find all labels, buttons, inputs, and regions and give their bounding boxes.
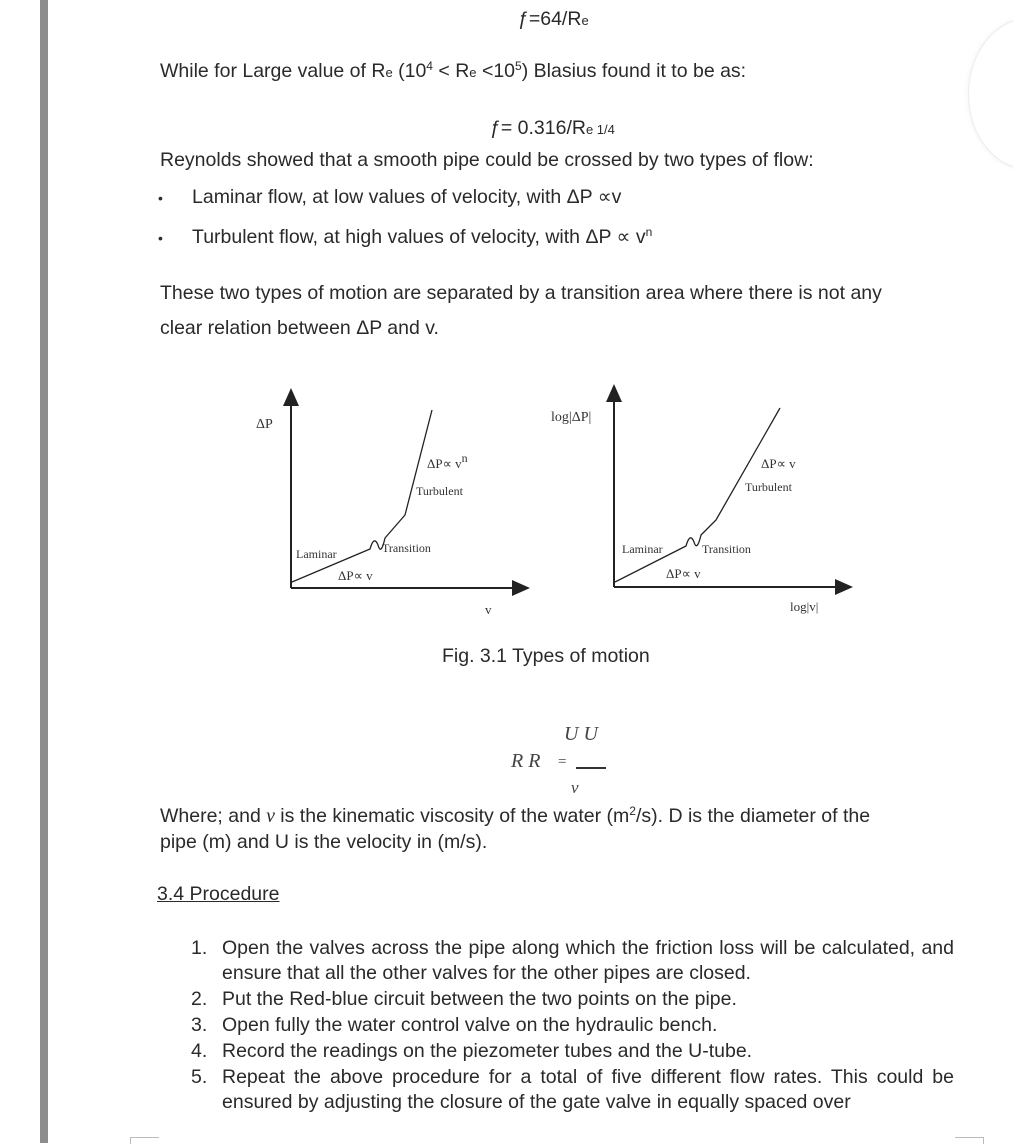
procedure-step [188, 1013, 954, 1038]
step-text: Open fully the water control valve on the hydraulic bench. [222, 1014, 718, 1036]
linear-scale-plot [256, 396, 522, 617]
blasius-line [160, 59, 746, 85]
step-number: 3. [191, 1014, 208, 1036]
formula-blasius-text: ƒ= 0.316/R [490, 117, 586, 139]
procedure-step [188, 987, 954, 1012]
step-text: Put the Red-blue circuit between the two points on the pipe. [222, 988, 737, 1010]
where-mid: is the kinematic viscosity of the water (m [274, 805, 630, 827]
formula-laminar-sub: e [581, 13, 589, 28]
procedure-step [188, 936, 954, 986]
right-transition-label: Transition [702, 542, 751, 556]
bullet-marker: • [158, 230, 163, 246]
blasius-lt2: <10 [476, 60, 516, 82]
bullet-turbulent-sup: n [645, 225, 653, 239]
bullet-marker: • [158, 190, 163, 206]
reynolds-intro: Reynolds showed that a smooth pipe could be crossed by two types of flow: [160, 149, 814, 171]
figure-caption: Fig. 3.1 Types of motion [442, 645, 650, 667]
where-sup: 2 [629, 804, 636, 818]
step-number: 2. [191, 988, 208, 1010]
right-x-label: log|v| [790, 599, 819, 614]
blasius-re-sub: e [385, 65, 393, 80]
left-laminar-relation: ΔP∝ v [338, 568, 373, 583]
procedure-heading: 3.4 Procedure [157, 883, 280, 905]
blasius-prefix: While for Large value of R [160, 60, 386, 82]
right-turbulent-label: Turbulent [745, 480, 792, 494]
step-number: 4. [191, 1040, 208, 1062]
blasius-suffix: ) Blasius found it to be as: [521, 60, 747, 82]
left-turbulent-label: Turbulent [416, 484, 463, 498]
step-number: 5. [191, 1066, 208, 1088]
left-laminar-label: Laminar [296, 547, 337, 561]
blasius-re-sub2: e [469, 65, 477, 80]
left-y-label: ΔP [256, 417, 273, 432]
right-turbulent-relation: ΔP∝ v [761, 456, 796, 471]
blasius-lt: < R [432, 60, 470, 82]
bullet-turbulent-text: Turbulent flow, at high values of velocity, with ΔP ∝ v [192, 226, 646, 248]
bullet-laminar-text: Laminar flow, at low values of velocity, with ΔP ∝v [192, 186, 622, 208]
blasius-exp2: 5 [515, 59, 522, 73]
left-transition-label: Transition [382, 541, 431, 555]
where-line-1 [160, 804, 870, 829]
where-suffix: /s). D is the diameter of the [635, 805, 871, 827]
where-line-2: pipe (m) and U is the velocity in (m/s). [160, 831, 488, 853]
eq-lhs: R R [511, 750, 541, 772]
transition-para-line1: These two types of motion are separated by a transition area where there is not any [160, 282, 882, 304]
procedure-step [188, 1065, 954, 1115]
procedure-step [188, 1039, 954, 1064]
eq-denominator: ν [571, 778, 579, 797]
formula-blasius-sub: e 1/4 [585, 122, 615, 137]
right-y-label: log|ΔP| [551, 410, 592, 425]
left-turbulent-relation [427, 451, 468, 471]
blasius-open: (10 [392, 60, 427, 82]
eq-numerator: U U [564, 723, 598, 745]
procedure-list [188, 936, 954, 1116]
bullet-laminar [192, 185, 621, 209]
blasius-exp1: 4 [426, 59, 433, 73]
left-turbulent-relation-sup: n [461, 451, 468, 465]
transition-para-line2: clear relation between ΔP and v. [160, 317, 439, 339]
left-x-label: v [485, 602, 492, 617]
bullet-turbulent [192, 225, 652, 249]
right-laminar-label: Laminar [622, 542, 663, 556]
where-prefix: Where; and [160, 805, 267, 827]
left-turbulent-relation-text: ΔP∝ v [427, 456, 462, 471]
step-text: Record the readings on the piezometer tubes and the U-tube. [222, 1040, 753, 1062]
flow-regimes-figure [0, 380, 1013, 630]
formula-laminar-friction [518, 7, 589, 33]
right-laminar-relation: ΔP∝ v [666, 566, 701, 581]
log-scale-plot [551, 392, 845, 614]
formula-laminar-text: ƒ=64/R [518, 8, 582, 30]
eq-equals: = [558, 754, 567, 770]
eq-fraction-bar [576, 767, 606, 769]
floating-circle-overlay [968, 18, 1013, 170]
step-text: Open the valves across the pipe along which the friction loss will be calculated, and ensure that all the other valves for the other pipes are closed. [222, 937, 954, 984]
step-number: 1. [191, 937, 208, 959]
where-nu-symbol: ν [266, 806, 275, 827]
step-text: Repeat the above procedure for a total of five different flow rates. This could be ensured by adjusting the closure of the gate valve in equally spaced over [222, 1066, 954, 1113]
formula-blasius [490, 116, 615, 142]
